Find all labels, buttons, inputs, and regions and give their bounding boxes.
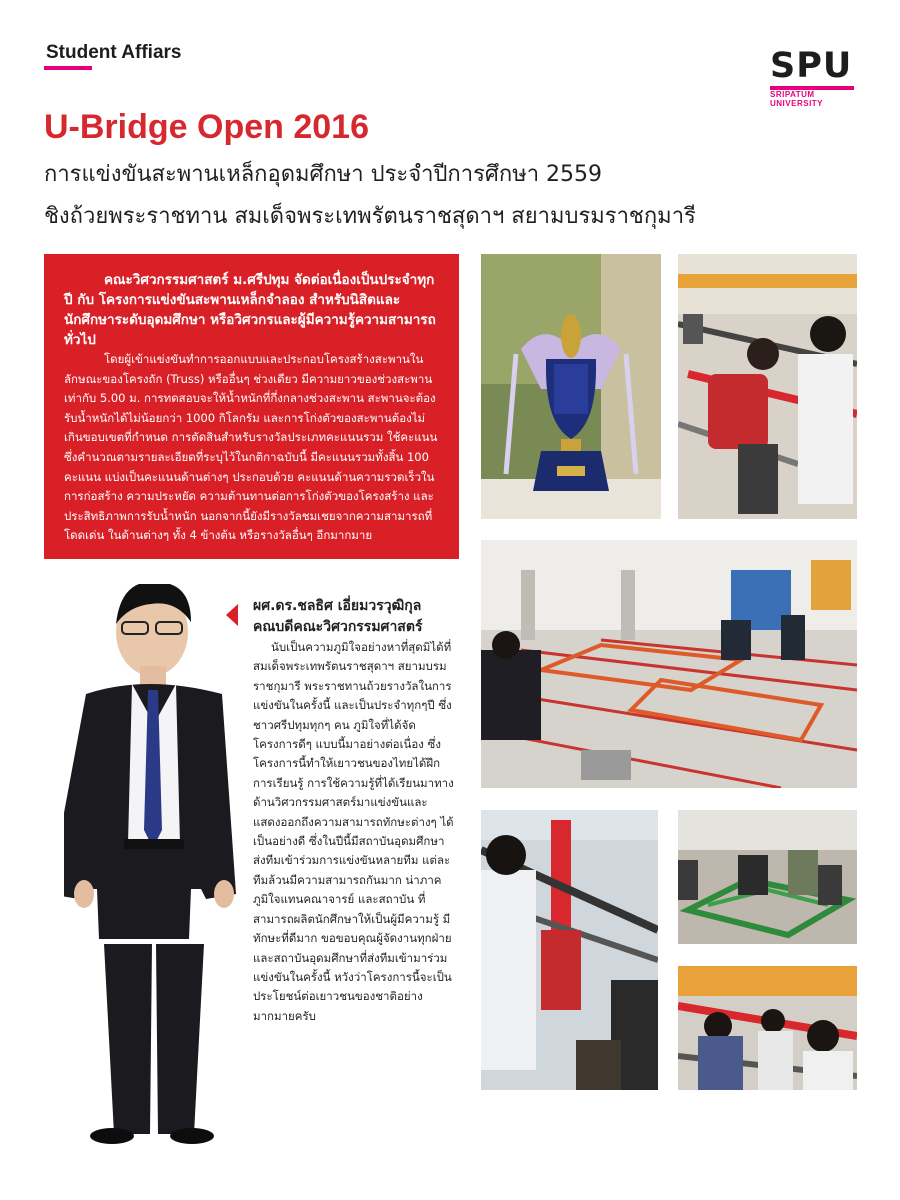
quote-pointer-icon [226, 604, 238, 626]
article-subtitle-1: การแข่งขันสะพานเหล็กอุดมศึกษา ประจำปีการศึกษา 2559 [44, 162, 603, 187]
speaker-name: ผศ.ดร.ชลธิศ เอี่ยมวรวุฒิกุล [253, 598, 422, 614]
intro-lead: คณะวิศวกรรมศาสตร์ ม.ศรีปทุม จัดต่อเนื่องเป็นประจำทุกปี กับ โครงการแข่งขันสะพานเหล็กจำลอง สำหรับนิสิตและนักศึกษาระดับอุดมศึกษา หรือวิศวกรและผู้มีความรู้ความสามารถทั่วไป [64, 272, 436, 348]
bridge-assembly-photo [678, 254, 857, 519]
speaker-photo [64, 584, 244, 1144]
truss-jack-photo [481, 810, 658, 1090]
hall-bridge-photo [481, 540, 857, 788]
spu-logo [770, 48, 860, 108]
speaker-title: คณบดีคณะวิศวกรรมศาสตร์ [253, 619, 423, 635]
speaker-quote: นับเป็นความภูมิใจอย่างหาที่สุดมิได้ที่สมเด็จพระเทพรัตนราชสุดาฯ สยามบรมราชกุมารี พระราชทานถ้วยรางวัลในการแข่งขันในครั้งนี้ และเป็นประจำทุกๆปี ซึ่งชาวศรีปทุมทุกๆ คน ภูมิใจที่ได้จัดโครงการดีๆ แบบนี้มาอย่างต่อเนื่อง ซึ่งโครงการนี้ทำให้เยาวชนของไทยได้ฝึกการเรียนรู้ การใช้ความรู้ที่ได้เรียนมาทางด้านวิศวกรรมศาสตร์มาแข่งขันและแสดงออกถึงความสามารถทักษะต่างๆ ได้เป็นอย่างดี ซึ่งในปีนี้มีสถาบันอุดมศึกษาส่งทีมเข้าร่วมการแข่งขันหลายทีม แต่ละทีมล้วนมีความสามารถกันมาก น่าภาคภูมิใจแทนคณาจารย์ และสถาบัน ที่สามารถผลิตนักศึกษาให้เป็นผู้มีความรู้ มีทักษะที่ดีมาก ขอขอบคุณผู้จัดงานทุกฝ่าย และสถาบันอุดมศึกษาที่ส่งทีมเข้ามาร่วมแข่งขันในครั้งนี้ หวังว่าโครงการนี้จะเป็นประโยชน์ต่อเยาวชนของชาติอย่างมากมายครับ [253, 640, 454, 1023]
section-label: Student Affiars [46, 42, 182, 63]
trophy-photo [481, 254, 661, 519]
team-work-photo [678, 966, 857, 1090]
section-underline [44, 66, 92, 70]
logo-subtext-1: SRIPATUM [770, 90, 815, 99]
intro-body: โดยผู้เข้าแข่งขันทำการออกแบบและประกอบโครงสร้างสะพานในลักษณะของโครงถัก (Truss) หรืออื่นๆ ช่วงเดียว มีความยาวของช่วงสะพานเท่ากับ 5.00 ม. การทดสอบจะให้น้ำหนักที่กึ่งกลางช่วงสะพาน สะพานจะต้องรับน้ำหนักได้ไม่น้อยกว่า 1000 กิโลกรัม และการโก่งตัวของสะพานต้องไม่เกินขอบเขตที่กำหนด การตัดสินสำหรับรางวัลประเภทคะแนนรวม ใช้คะแนนซึ่งคำนวณตามรายละเอียดที่ระบุไว้ในกติกาฉบับนี้ มีคะแนนรวมทั้งสิ้น 100 คะแนน แบ่งเป็นคะแนนด้านต่างๆ ประกอบด้วย คะแนนด้านความรวดเร็วในการก่อสร้าง ความประหยัด ความต้านทานต่อการโก่งตัวของโครงสร้าง และประสิทธิภาพการรับน้ำหนัก นอกจากนี้ยังมีรางวัลชมเชยจากความสามารถที่โดดเด่น ในด้านต่างๆ ทั้ง 4 ข้างต้น หรือรางวัลอื่นๆ อีกมากมาย [64, 352, 438, 543]
article-subtitle-2: ชิงถ้วยพระราชทาน สมเด็จพระเทพรัตนราชสุดาฯ สยามบรมราชกุมารี [44, 204, 696, 229]
logo-text: SPU [770, 46, 853, 86]
intro-box [44, 254, 459, 559]
logo-subtext-2: UNIVERSITY [770, 99, 824, 108]
green-bridge-photo [678, 810, 857, 944]
article-title: U-Bridge Open 2016 [44, 108, 369, 146]
